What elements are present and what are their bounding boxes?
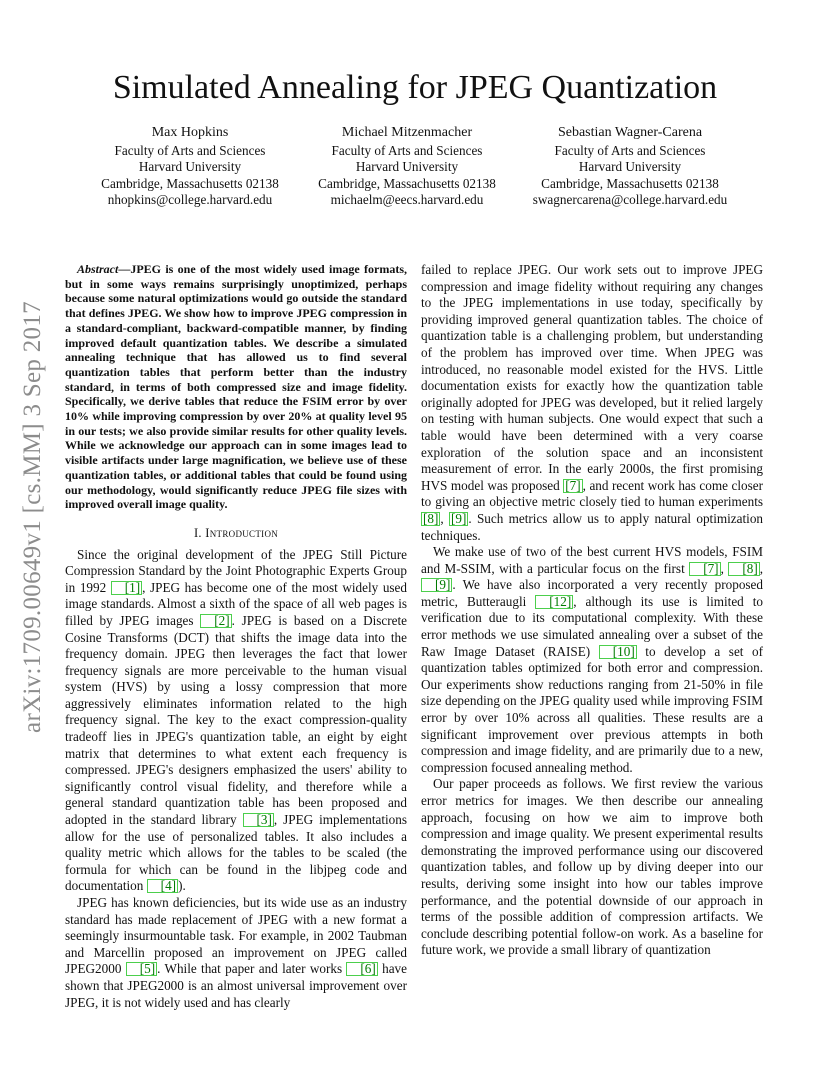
author-affiliation: Faculty of Arts and Sciences xyxy=(331,142,483,158)
author-1 xyxy=(75,125,305,209)
arxiv-identifier-stamp xyxy=(13,282,53,752)
abstract-text: —JPEG is one of the most widely used image formats, but in some ways remains surprisingly unoptimized, perhaps because some natural optimizations would go outside the standard that defines JPEG. We show how to improve JPEG compression in a standard-compliant, backward-compatible manner, by finding improved default quantization tables. We describe a simulated annealing technique that has allowed us to find several quantization tables that perform better than the industry standard, in terms of both compressed size and image fidelity. Specifically, we derive tables that reduce the FSIM error by over 10% while improving compression by over 20% at quality level 95 in our tests; we also provide similar results for other quality levels. While we acknowledge our approach can in some images lead to visible artifacts under large magnification, we believe use of these quantization tables, or additional tables that could be found using our methodology, would significantly reduce JPEG file sizes with improved overall image quality. xyxy=(65,262,407,512)
text-run: We make use of two of the best current HVS models, FSIM and M-SSIM, with a particular focus on the first xyxy=(421,544,763,576)
author-name: Max Hopkins xyxy=(151,125,229,140)
intro-paragraph-2 xyxy=(65,895,407,1011)
author-address: Cambridge, Massachusetts 02138 xyxy=(318,175,496,191)
citation-link[interactable]: [10] xyxy=(599,645,637,659)
citation-link[interactable]: [6] xyxy=(346,962,377,976)
citation-link[interactable]: [7] xyxy=(565,477,581,493)
author-name: Sebastian Wagner-Carena xyxy=(557,125,703,140)
citation-link[interactable]: [12] xyxy=(535,595,573,609)
left-column xyxy=(65,262,407,1011)
citation-link[interactable]: [7] xyxy=(689,562,720,576)
intro-paragraph-4: Our paper proceeds as follows. We first review the various error metrics for images. We then describe our annealing approach, focusing on how we aim to improve both compression and image quality. We present experimental results demonstrating the improved performance using our discovered quantization tables, and follow up by diving deeper into our results, deriving some insight into how our tables improve performance, and the potential downside of our approach in terms of the possible addition of compression artifacts. We conclude describing potential follow-on work. As a baseline for future work, we provide a small library of quantization xyxy=(421,776,763,958)
intro-paragraph-2-continued xyxy=(421,262,763,544)
text-run: to develop a set of quantization tables optimized for both error and compression. Our experiments show reductions ranging from 21-50% in file size depending on the JPEG quality used while improving FSIM error by over 10% across all qualities. These results are a significant improvement over previous attempts in both compression and image fidelity, and are primarily due to a new, compression focused annealing method. xyxy=(421,643,763,775)
citation-link[interactable]: [2] xyxy=(200,614,231,628)
abstract-label: Abstract xyxy=(77,262,119,276)
text-run: . Such metrics allow us to apply natural optimization techniques. xyxy=(421,510,764,543)
intro-paragraph-3 xyxy=(421,544,763,776)
author-3 xyxy=(515,125,745,209)
text-run: have shown that JPEG2000 is an almost universal improvement over JPEG, it is not widely used and has clearly xyxy=(65,961,408,1010)
text-run: ). xyxy=(178,878,186,894)
text-run: . While that paper and later works xyxy=(157,961,347,977)
citation-link[interactable]: [5] xyxy=(126,962,157,976)
citation-link[interactable]: [1] xyxy=(111,581,142,595)
author-address: Cambridge, Massachusetts 02138 xyxy=(541,175,719,191)
text-run: , JPEG has become one of the most widely used image standards. Almost a sixth of the space of all web pages is filled by JPEG images xyxy=(65,579,407,628)
citation-link[interactable]: [3] xyxy=(243,813,274,827)
text-run: , and recent work has come closer to giving an objective metric closely tied to human experiments xyxy=(421,477,763,510)
right-column xyxy=(421,262,763,959)
citation-link[interactable]: [4] xyxy=(147,879,178,893)
text-run: . We have also incorporated a very recently proposed metric, Butteraugli xyxy=(421,577,763,609)
text-run: failed to replace JPEG. Our work sets out to improve JPEG compression and image fidelity without requiring any changes to the JPEG implementations in use today, specifically by providing improved general quantization tables. The choice of quantization table is a challenging problem, but understanding of the problem has improved over time. When JPEG was introduced, no reasonable model existed for the HVS. Little documentation exists for exactly how the quantization table originally adopted for JPEG was developed, but it relied largely on testing with human subjects. One would expect that such a table would have been determined with a very coarse exploration of the solution space and an inconsistent measurement of error. In the early 2000s, the first promising HVS model was proposed xyxy=(421,262,763,493)
author-institution: Harvard University xyxy=(138,159,242,175)
text-run: , xyxy=(720,560,729,576)
citation-link[interactable]: [8] xyxy=(728,562,759,576)
section-title: Introduction xyxy=(205,525,279,540)
section-heading-introduction xyxy=(65,525,407,542)
author-institution: Harvard University xyxy=(355,159,459,175)
text-run: , xyxy=(440,510,449,526)
author-email[interactable]: michaelm@eecs.harvard.edu xyxy=(330,192,484,208)
citation-link[interactable]: [9] xyxy=(450,510,467,526)
text-run: , xyxy=(759,560,764,576)
intro-paragraph-1 xyxy=(65,547,407,895)
text-run: JPEG has known deficiencies, but its wide use as an industry standard has made replacement of JPEG with a new format a seemingly insurmountable task. For example, in 2002 Taubman and Marcellin proposed an improvement on JPEG called JPEG2000 xyxy=(65,895,407,977)
section-number: I. xyxy=(193,525,202,540)
author-email[interactable]: nhopkins@college.harvard.edu xyxy=(107,192,273,208)
citation-link[interactable]: [9] xyxy=(421,578,452,592)
author-address: Cambridge, Massachusetts 02138 xyxy=(101,175,279,191)
text-run: Since the original development of the JPEG Still Picture Compression Standard by the Joint Photographic Experts Group in 1992 xyxy=(65,546,407,595)
paper-title: Simulated Annealing for JPEG Quantization xyxy=(112,69,718,106)
author-affiliation: Faculty of Arts and Sciences xyxy=(114,142,266,158)
abstract xyxy=(65,262,407,512)
text-run: . JPEG is based on a Discrete Cosine Transforms (DCT) that shifts the image data into the frequency domain. JPEG then leverages the fact that lower frequency signals are more perceivable to the human visual system (HVS) by using a lossy compression that more aggressively eliminates information related to the high frequency signal. The key to the exact compression-quality tradeoff lies in JPEG's quantization table, an eight by eight matrix that determines to what extent each frequency is compressed. JPEG's designers emphasized the users' ability to significantly control visual fidelity, and therefore while a general standard quantization table has been proposed and adopted in the standard library xyxy=(65,612,408,828)
text-run: , JPEG implementations allow for the use of personalized tables. It also includes a quality metric which allows for the tables to be scaled (the formula for which can be found in the libjpeg code and documentation xyxy=(65,812,407,894)
citation-link[interactable]: [8] xyxy=(423,510,439,526)
arxiv-id[interactable]: arXiv:1709.00649v1 [cs.MM] 3 Sep 2017 xyxy=(19,301,46,733)
author-name: Michael Mitzenmacher xyxy=(341,125,473,140)
author-institution: Harvard University xyxy=(578,159,682,175)
author-email[interactable]: swagnercarena@college.harvard.edu xyxy=(532,192,728,208)
author-affiliation: Faculty of Arts and Sciences xyxy=(554,142,706,158)
text-run: , although its use is limited to verification due to its computational complexity. With these error methods we use simulated annealing over a subset of the Raw Image Dataset (RAISE) xyxy=(421,593,763,659)
author-2 xyxy=(292,125,522,209)
